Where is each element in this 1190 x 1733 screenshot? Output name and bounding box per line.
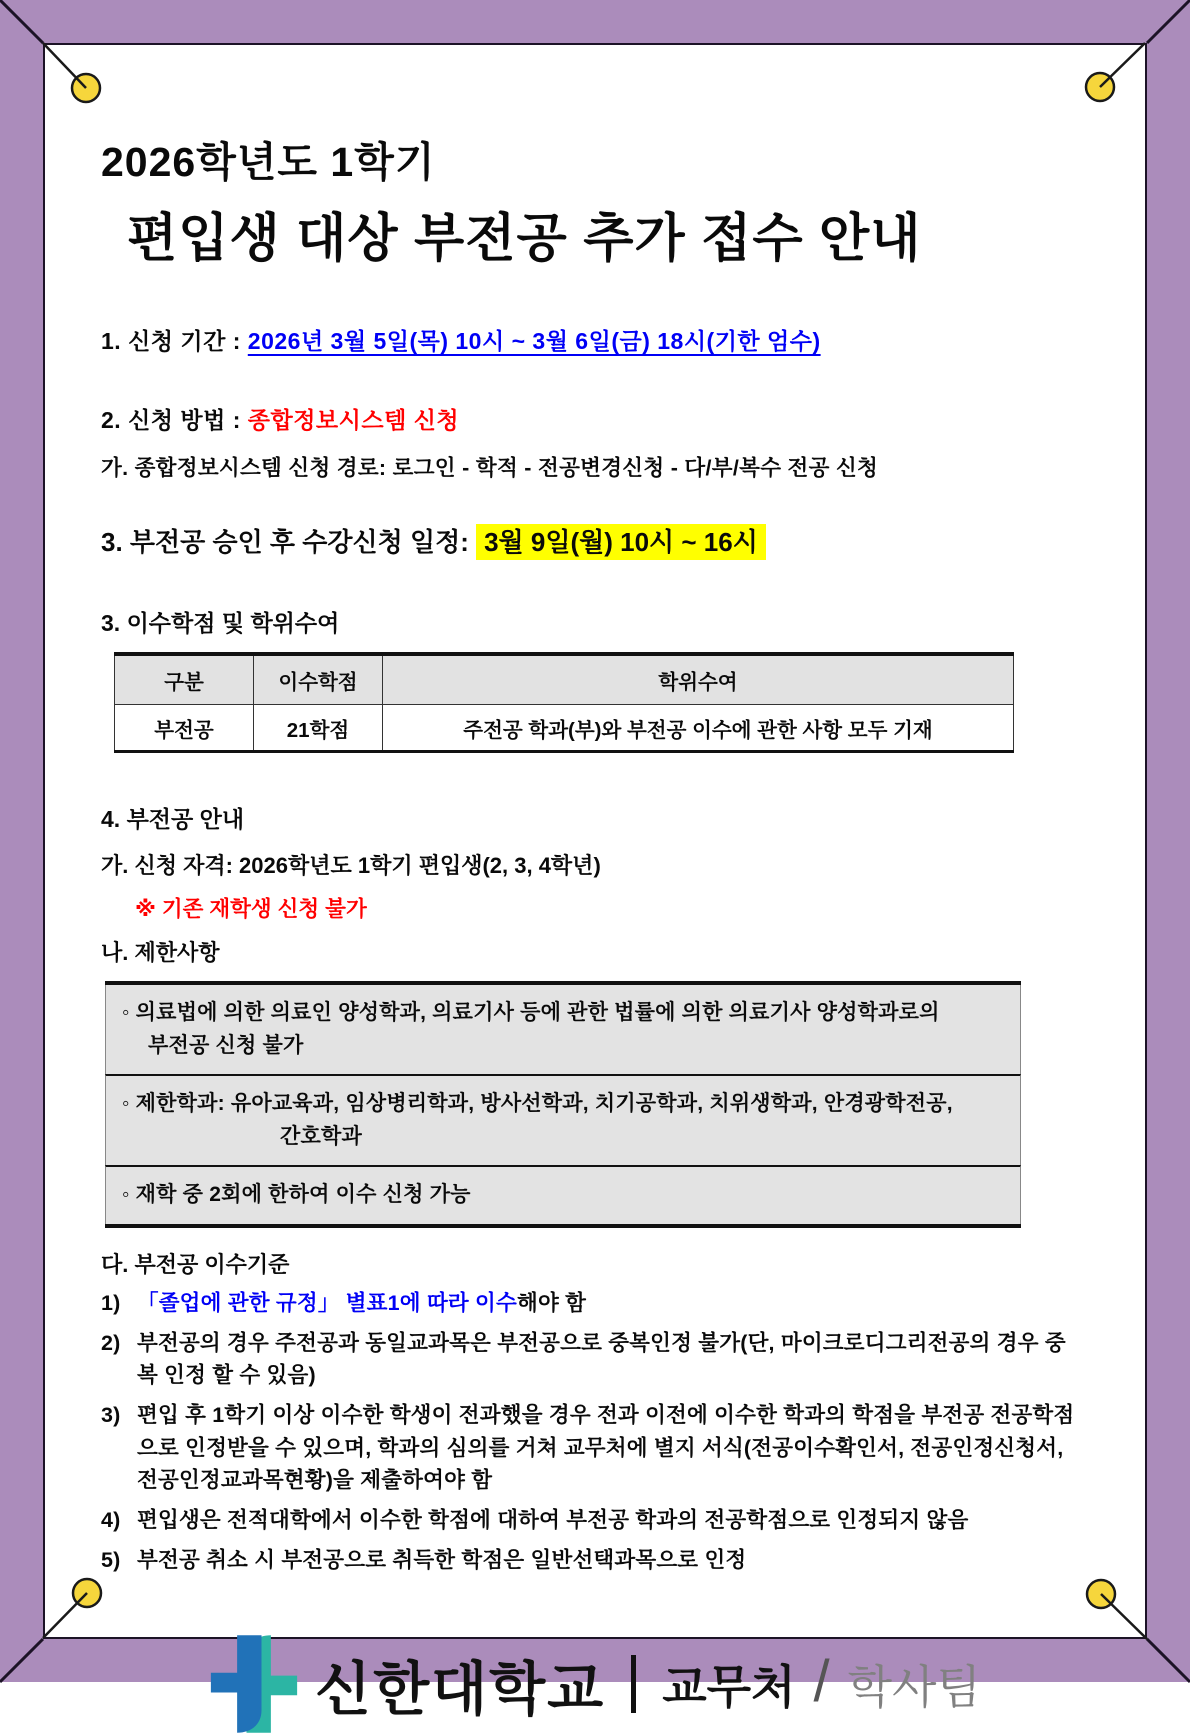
- criteria-1-number: 1): [101, 1290, 121, 1315]
- schedule-label: 3. 부전공 승인 후 수강신청 일정:: [101, 527, 477, 557]
- frame-mitre-top-left: [0, 0, 43, 43]
- application-period-label: 1. 신청 기간 :: [101, 328, 248, 354]
- credits-cell-degree: 주전공 학과(부)와 부전공 이수에 관한 사항 모두 기재: [383, 705, 1014, 752]
- restriction-item-departments: [105, 1074, 1021, 1165]
- criteria-1-blue-text: 「졸업에 관한 규정」 별표1에 따라 이수: [137, 1290, 517, 1315]
- notice-subtitle: 2026학년도 1학기: [101, 139, 436, 185]
- application-method-value: 종합정보시스템 신청: [247, 407, 460, 433]
- criteria-5-number: 5): [101, 1548, 121, 1573]
- criteria-2-text: 부전공의 경우 주전공과 동일교과목은 부전공으로 중복인정 불가(단, 마이크로디그리전공의 경우 중복 인정 할 수 있음): [137, 1330, 1066, 1388]
- frame-mitre-bottom-right: [1147, 1639, 1190, 1682]
- restriction-item-twice: [105, 1165, 1021, 1224]
- paper-sheet: [43, 43, 1147, 1722]
- restriction-section-title: 나. 제한사항: [101, 940, 220, 965]
- criteria-item-3: [101, 1399, 1089, 1496]
- restriction-departments-line1: ◦ 제한학과: 유아교육과, 임상병리학과, 방사선학과, 치기공학과, 치위생학과, 안경광학전공,: [122, 1092, 953, 1116]
- restriction-item-medical: [105, 985, 1021, 1074]
- university-name: 신한대학교: [315, 1656, 606, 1722]
- application-period-line: [101, 323, 1089, 356]
- credits-header-credits: 이수학점: [254, 654, 383, 705]
- criteria-item-1: [101, 1287, 1089, 1319]
- criteria-section-title: 다. 부전공 이수기준: [101, 1251, 290, 1277]
- frame-mitre-bottom-left: [0, 1639, 43, 1682]
- application-method-label: 2. 신청 방법 :: [101, 407, 248, 433]
- guide-section-title: 4. 부전공 안내: [101, 806, 245, 832]
- schedule-highlight-value: 3월 9일(월) 10시 ~ 16시: [476, 524, 766, 560]
- restriction-medical-line2: 부전공 신청 불가: [148, 1033, 304, 1057]
- restriction-medical-line1: ◦ 의료법에 의한 의료인 양성학과, 의료기사 등에 관한 법률에 의한 의료기사 양성학과로의: [122, 1001, 940, 1024]
- application-method-path: 가. 종합정보시스템 신청 경로: 로그인 - 학적 - 전공변경신청 - 다/부/복수 전공 신청: [101, 456, 879, 480]
- criteria-item-5: [101, 1544, 1089, 1576]
- office-name: 교무처: [662, 1660, 796, 1713]
- frame-mitre-top-right: [1147, 0, 1190, 43]
- credits-section-title: 3. 이수학점 및 학위수여: [101, 610, 340, 636]
- criteria-item-2: [101, 1327, 1089, 1392]
- notice-content: [45, 129, 1145, 1733]
- team-name: 학사팀: [847, 1660, 981, 1713]
- criteria-4-text: 편입생은 전적대학에서 이수한 학점에 대하여 부전공 학과의 전공학점으로 인정되지 않음: [137, 1508, 969, 1533]
- application-period-value: 2026년 3월 5일(목) 10시 ~ 3월 6일(금) 18시(기한 엄수): [247, 328, 821, 354]
- qualification-line: 가. 신청 자격: 2026학년도 1학기 편입생(2, 3, 4학년): [101, 853, 601, 878]
- credits-cell-category: 부전공: [115, 705, 254, 752]
- university-logo-icon: [209, 1635, 299, 1733]
- footer-divider: [631, 1655, 636, 1713]
- criteria-5-text: 부전공 취소 시 부전공으로 취득한 학점은 일반선택과목으로 인정: [137, 1548, 747, 1573]
- criteria-item-4: [101, 1504, 1089, 1536]
- credits-cell-credits: 21학점: [254, 705, 383, 752]
- credits-table: [114, 652, 1014, 753]
- criteria-1-text: [137, 1287, 1089, 1319]
- restriction-departments-line2: 간호학과: [280, 1124, 362, 1148]
- application-method-line: [101, 402, 1089, 435]
- footer-logo-row: [101, 1635, 1089, 1733]
- credits-header-degree: 학위수여: [383, 654, 1014, 705]
- criteria-2-number: 2): [101, 1330, 121, 1355]
- notice-title: 편입생 대상 부전공 추가 접수 안내: [127, 210, 922, 268]
- restriction-twice-line1: ◦ 재학 중 2회에 한하여 이수 신청 가능: [122, 1183, 471, 1207]
- credits-table-header-row: [115, 654, 1014, 705]
- criteria-4-number: 4): [101, 1508, 121, 1533]
- course-registration-schedule-line: [101, 522, 1089, 559]
- criteria-3-text: 편입 후 1학기 이상 이수한 학생이 전과했을 경우 전과 이전에 이수한 학과의 학점을 부전공 전공학점으로 인정받을 수 있으며, 학과의 심의를 거쳐 교무처에 별지 서식(전공이수확인서, 전공인정신청서, 전공인정교과목현황)을 제출하여야 함: [137, 1403, 1075, 1492]
- table-row: [115, 705, 1014, 752]
- criteria-1-rest-text: 해야 함: [517, 1290, 587, 1315]
- qualification-note: ※ 기존 재학생 신청 불가: [135, 897, 367, 921]
- credits-header-category: 구분: [115, 654, 254, 705]
- restriction-boxes: [105, 981, 1021, 1228]
- criteria-3-number: 3): [101, 1403, 121, 1428]
- footer-slash: /: [813, 1649, 830, 1715]
